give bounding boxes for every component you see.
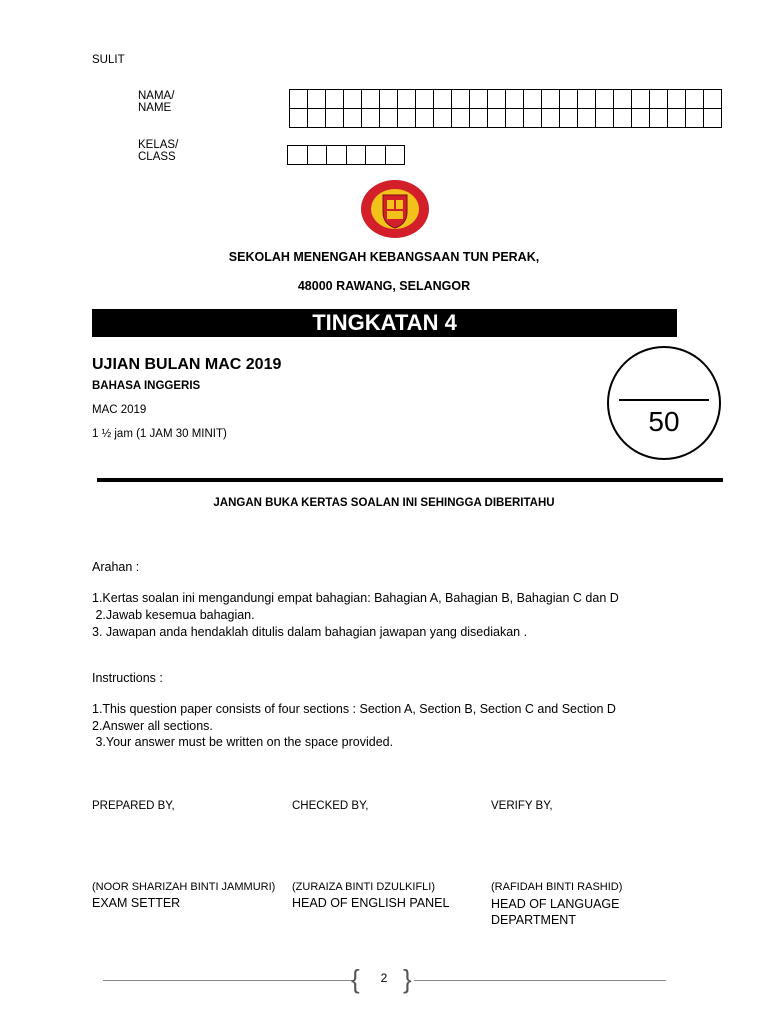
left-brace-icon: {: [351, 964, 360, 994]
letter-box[interactable]: [380, 90, 398, 109]
letter-box[interactable]: [452, 90, 470, 109]
name-label-line2: NAME: [138, 102, 172, 114]
letter-box[interactable]: [668, 90, 686, 109]
verifier-name: (RAFIDAH BINTI RASHID): [491, 881, 623, 893]
letter-box[interactable]: [434, 90, 452, 109]
letter-box[interactable]: [668, 109, 686, 128]
checked-by-label: CHECKED BY,: [292, 800, 369, 812]
letter-box[interactable]: [347, 146, 367, 165]
arahan-heading: Arahan :: [92, 560, 140, 574]
divider-rule: [97, 478, 723, 482]
confidential-label: SULIT: [92, 54, 125, 66]
verify-by-label: VERIFY BY,: [491, 800, 553, 812]
score-circle: [607, 346, 721, 460]
letter-box[interactable]: [290, 109, 308, 128]
letter-box[interactable]: [524, 109, 542, 128]
letter-box[interactable]: [362, 90, 380, 109]
instruction-item: 2.Answer all sections.: [92, 719, 213, 733]
letter-box[interactable]: [326, 90, 344, 109]
letter-box[interactable]: [506, 109, 524, 128]
letter-box[interactable]: [452, 109, 470, 128]
letter-box[interactable]: [288, 146, 308, 165]
exam-month: MAC 2019: [92, 404, 147, 416]
letter-box[interactable]: [542, 90, 560, 109]
page-number: 2: [380, 971, 388, 985]
footer-line-left: [103, 980, 355, 981]
letter-box[interactable]: [578, 90, 596, 109]
arahan-item: 1.Kertas soalan ini mengandungi empat bahagian: Bahagian A, Bahagian B, Bahagian C dan D: [92, 591, 619, 605]
class-label-line2: CLASS: [138, 151, 176, 163]
school-crest: [359, 178, 431, 240]
name-label: [138, 90, 174, 114]
school-address: 48000 RAWANG, SELANGOR: [297, 279, 471, 293]
exam-title: UJIAN BULAN MAC 2019: [92, 356, 282, 373]
letter-box[interactable]: [327, 146, 347, 165]
instruction-item: 3.Your answer must be written on the space provided.: [92, 735, 394, 749]
footer-line-right: [414, 980, 666, 981]
letter-box[interactable]: [686, 109, 704, 128]
instruction-item: 1.This question paper consists of four sections : Section A, Section B, Section C and Section D: [92, 702, 616, 716]
letter-box[interactable]: [704, 90, 722, 109]
form-banner: TINGKATAN 4: [92, 309, 677, 337]
instructions-heading: Instructions :: [92, 671, 163, 685]
letter-box[interactable]: [380, 109, 398, 128]
letter-box[interactable]: [470, 90, 488, 109]
letter-box[interactable]: [398, 90, 416, 109]
letter-box[interactable]: [524, 90, 542, 109]
letter-box[interactable]: [326, 109, 344, 128]
letter-box[interactable]: [398, 109, 416, 128]
preparer-title: EXAM SETTER: [92, 896, 181, 910]
right-brace-icon: }: [403, 964, 412, 994]
letter-box[interactable]: [596, 109, 614, 128]
letter-box[interactable]: [386, 146, 406, 165]
arahan-item: 2.Jawab kesemua bahagian.: [92, 608, 255, 622]
checker-name: (ZURAIZA BINTI DZULKIFLI): [292, 881, 436, 893]
letter-box[interactable]: [650, 90, 668, 109]
name-input-grid[interactable]: [289, 89, 722, 128]
letter-box[interactable]: [704, 109, 722, 128]
class-label: [138, 139, 178, 163]
score-total: 50: [648, 406, 680, 437]
letter-box[interactable]: [506, 90, 524, 109]
letter-box[interactable]: [560, 90, 578, 109]
letter-box[interactable]: [650, 109, 668, 128]
name-label-line1: NAMA/: [138, 90, 175, 102]
preparer-name: (NOOR SHARIZAH BINTI JAMMURI): [92, 881, 276, 893]
exam-duration: 1 ½ jam (1 JAM 30 MINIT): [92, 428, 227, 440]
prepared-by-label: PREPARED BY,: [92, 800, 175, 812]
letter-box[interactable]: [560, 109, 578, 128]
letter-box[interactable]: [632, 109, 650, 128]
letter-box[interactable]: [366, 146, 386, 165]
letter-box[interactable]: [614, 109, 632, 128]
letter-box[interactable]: [596, 90, 614, 109]
class-input-grid[interactable]: [287, 145, 405, 165]
letter-box[interactable]: [416, 90, 434, 109]
letter-box[interactable]: [488, 109, 506, 128]
letter-box[interactable]: [686, 90, 704, 109]
letter-box[interactable]: [614, 90, 632, 109]
score-line: [619, 399, 709, 401]
letter-box[interactable]: [308, 90, 326, 109]
exam-subject: BAHASA INGGERIS: [92, 380, 201, 392]
letter-box[interactable]: [578, 109, 596, 128]
letter-box[interactable]: [290, 90, 308, 109]
letter-box[interactable]: [416, 109, 434, 128]
verifier-title: HEAD OF LANGUAGE DEPARTMENT: [491, 897, 620, 927]
warning-text: JANGAN BUKA KERTAS SOALAN INI SEHINGGA DIBERITAHU: [213, 497, 555, 509]
letter-box[interactable]: [488, 90, 506, 109]
letter-box[interactable]: [308, 109, 326, 128]
letter-box[interactable]: [632, 90, 650, 109]
letter-box[interactable]: [362, 109, 380, 128]
letter-box[interactable]: [542, 109, 560, 128]
school-name: SEKOLAH MENENGAH KEBANGSAAN TUN PERAK,: [228, 250, 540, 264]
arahan-item: 3. Jawapan anda hendaklah ditulis dalam bahagian jawapan yang disediakan .: [92, 625, 528, 639]
letter-box[interactable]: [470, 109, 488, 128]
class-label-line1: KELAS/: [138, 139, 179, 151]
letter-box[interactable]: [308, 146, 328, 165]
checker-title: HEAD OF ENGLISH PANEL: [292, 896, 450, 910]
letter-box[interactable]: [434, 109, 452, 128]
letter-box[interactable]: [344, 109, 362, 128]
letter-box[interactable]: [344, 90, 362, 109]
